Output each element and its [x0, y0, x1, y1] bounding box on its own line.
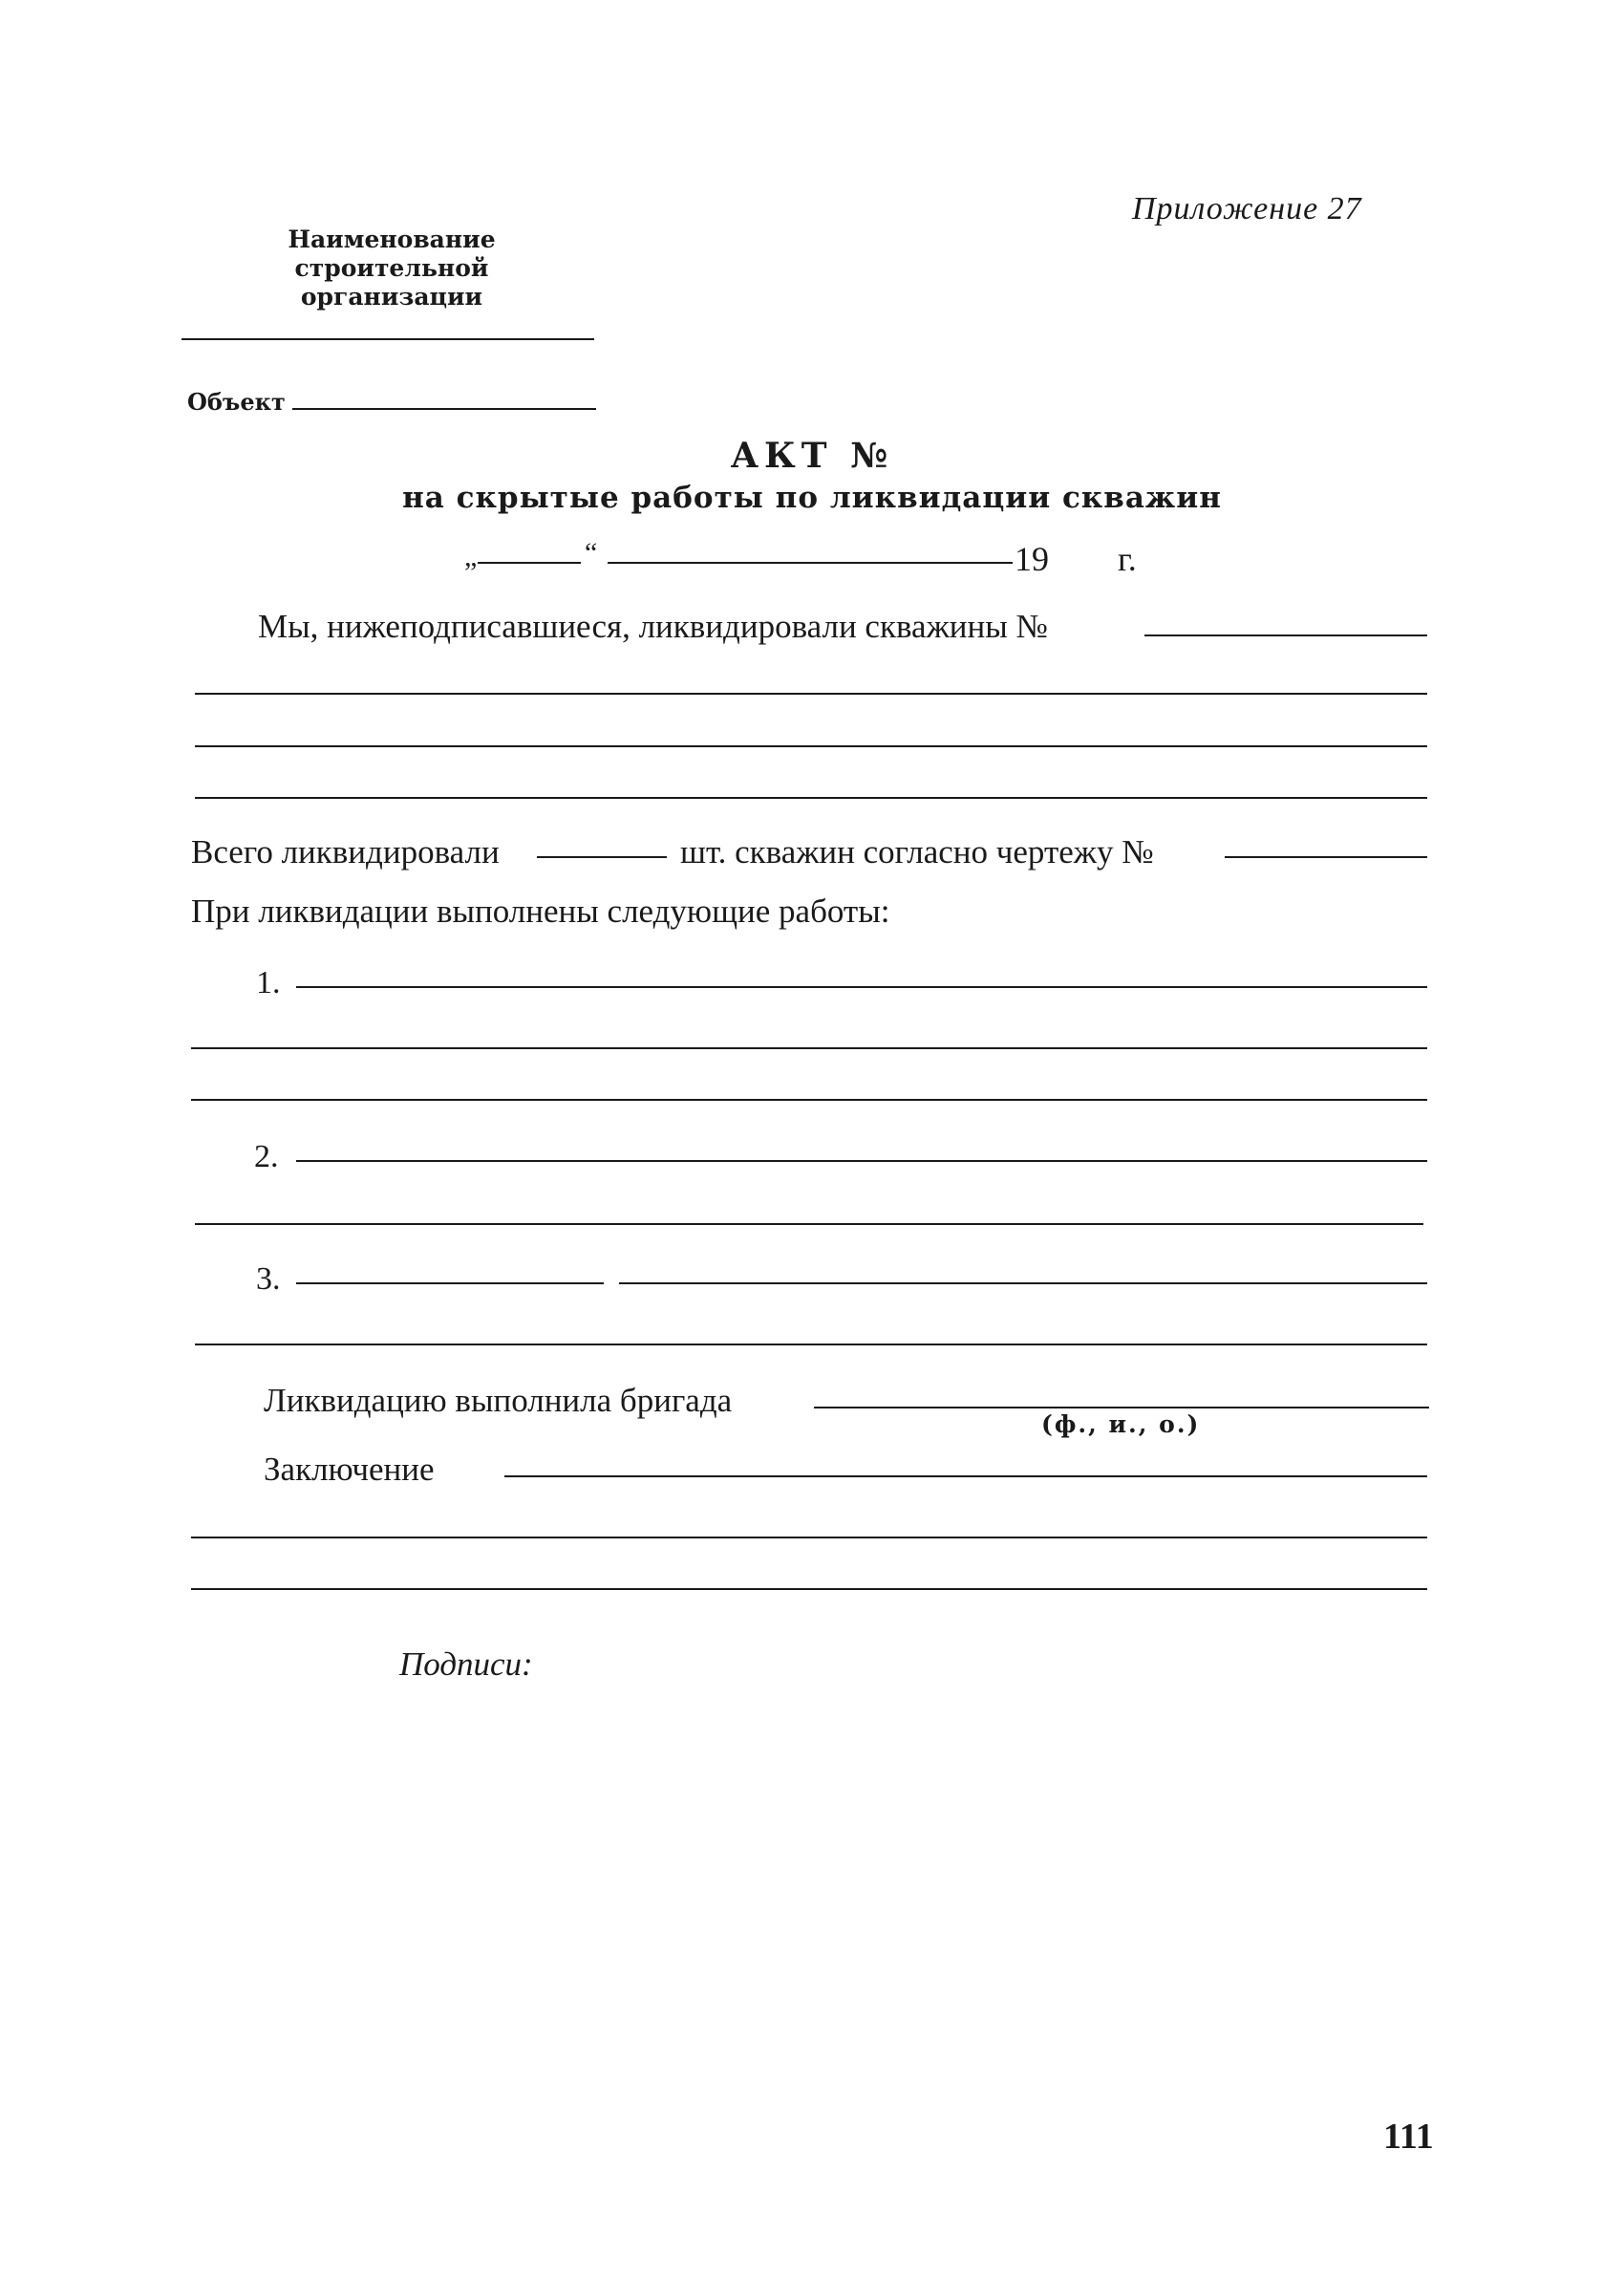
date-day-field[interactable] — [478, 562, 581, 564]
item-2-line-2[interactable] — [195, 1223, 1423, 1225]
wells-sentence: Мы, нижеподписавшиеся, ликвидировали скважины № — [258, 608, 1048, 645]
organization-name-line1: Наименование строительной — [288, 226, 496, 282]
brigade-label: Ликвидацию выполнила бригада — [264, 1382, 733, 1419]
item-2-field[interactable] — [296, 1160, 1427, 1162]
item-3-field-a[interactable] — [296, 1282, 604, 1284]
date-year-prefix: 19 — [1015, 540, 1049, 578]
item-3-line-2[interactable] — [195, 1344, 1427, 1345]
brigade-field[interactable] — [814, 1407, 1429, 1408]
date-close-quote: “ — [585, 537, 598, 569]
item-1-field[interactable] — [296, 986, 1427, 988]
fio-hint: (ф., и., о.) — [1041, 1410, 1201, 1438]
item-1-line-3[interactable] — [191, 1099, 1427, 1101]
total-prefix: Всего ликвидировали — [191, 833, 500, 871]
wells-numbers-field[interactable] — [1144, 634, 1427, 636]
item-1-line-2[interactable] — [191, 1047, 1427, 1049]
page-number: 111 — [1383, 2117, 1434, 2157]
appendix-label: Приложение 27 — [1132, 191, 1362, 226]
object-label: Объект — [187, 388, 286, 416]
total-count-field[interactable] — [537, 856, 667, 858]
conclusion-field[interactable] — [504, 1475, 1427, 1477]
wells-line-3[interactable] — [195, 745, 1427, 747]
organization-name-field[interactable] — [182, 338, 594, 340]
conclusion-line-3[interactable] — [191, 1588, 1427, 1590]
date-open-quote: „ — [464, 541, 478, 572]
organization-name-line2: организации — [300, 283, 483, 311]
date-month-field[interactable] — [608, 562, 1013, 564]
conclusion-line-2[interactable] — [191, 1537, 1427, 1538]
wells-line-4[interactable] — [195, 797, 1427, 799]
wells-line-2[interactable] — [195, 693, 1427, 695]
object-field[interactable] — [292, 408, 596, 410]
item-3-number: 3. — [256, 1261, 281, 1297]
act-title: АКТ № — [730, 436, 894, 476]
signatures-label: Подписи: — [399, 1645, 533, 1683]
total-middle: шт. скважин согласно чертежу № — [680, 833, 1154, 871]
item-2-number: 2. — [254, 1139, 279, 1174]
date-year-suffix: г. — [1118, 540, 1137, 578]
drawing-number-field[interactable] — [1225, 856, 1427, 858]
works-heading: При ликвидации выполнены следующие работы: — [191, 892, 890, 930]
act-subtitle: на скрытые работы по ликвидации скважин — [402, 481, 1222, 515]
item-1-number: 1. — [256, 965, 281, 1000]
item-3-field-b[interactable] — [619, 1282, 1427, 1284]
conclusion-label: Заключение — [264, 1451, 435, 1488]
organization-name-label — [191, 226, 592, 312]
